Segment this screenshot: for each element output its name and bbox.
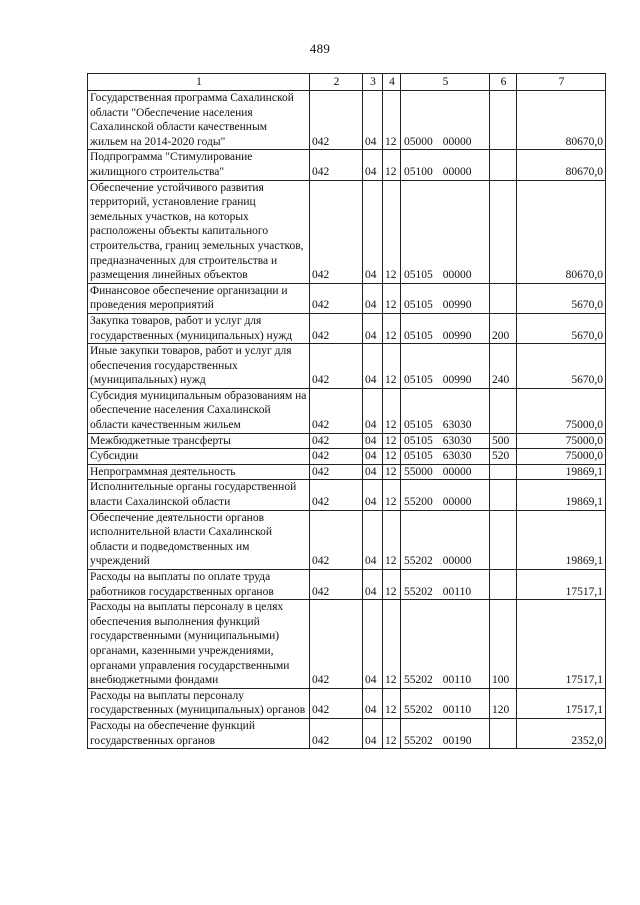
table-row	[88, 388, 606, 433]
row-csr-direction: 00110	[442, 585, 472, 598]
row-csr	[401, 480, 490, 510]
table-row	[88, 480, 606, 510]
row-sum: 19869,1	[517, 510, 606, 569]
row-name: Государственная программа Сахалинской области "Обеспечение населения Сахалинской области качественным жильем на 2014-2020 годы"	[88, 91, 310, 150]
row-ved: 042	[310, 718, 363, 748]
table-row	[88, 150, 606, 180]
row-name: Закупка товаров, работ и услуг для государственных (муниципальных) нужд	[88, 313, 310, 343]
row-ved: 042	[310, 433, 363, 449]
row-csr	[401, 313, 490, 343]
row-csr-direction: 00990	[442, 374, 472, 387]
row-csr	[401, 91, 490, 150]
row-csr-direction: 00000	[442, 135, 472, 148]
row-vr: 100	[490, 600, 517, 689]
row-vr	[490, 464, 517, 480]
row-ved: 042	[310, 480, 363, 510]
row-name: Обеспечение устойчивого развития территорий, установление границ земельных участков, на которых расположены объекты капитального строительства, границ земельных участков, предназначенных для строительства и размещения линейных объектов	[88, 180, 310, 283]
row-pr: 12	[383, 464, 401, 480]
row-sum: 75000,0	[517, 433, 606, 449]
row-csr-direction: 00110	[442, 704, 472, 717]
header-col-6: 6	[490, 74, 517, 91]
row-vr	[490, 180, 517, 283]
row-rz: 04	[363, 388, 383, 433]
table-row	[88, 688, 606, 718]
row-name: Расходы на выплаты персоналу государственных (муниципальных) органов	[88, 688, 310, 718]
header-col-1: 1	[88, 74, 310, 91]
row-pr: 12	[383, 570, 401, 600]
row-csr	[401, 570, 490, 600]
row-csr-program: 55200	[404, 496, 433, 509]
row-csr-direction: 00190	[442, 734, 472, 747]
row-sum: 75000,0	[517, 388, 606, 433]
row-csr	[401, 510, 490, 569]
row-rz: 04	[363, 433, 383, 449]
row-rz: 04	[363, 180, 383, 283]
row-pr: 12	[383, 718, 401, 748]
row-ved: 042	[310, 388, 363, 433]
row-pr: 12	[383, 688, 401, 718]
row-name: Субсидии	[88, 449, 310, 465]
header-col-2: 2	[310, 74, 363, 91]
table-row	[88, 510, 606, 569]
row-csr	[401, 600, 490, 689]
row-rz: 04	[363, 464, 383, 480]
row-rz: 04	[363, 344, 383, 389]
row-vr: 120	[490, 688, 517, 718]
row-vr	[490, 480, 517, 510]
row-pr: 12	[383, 180, 401, 283]
row-vr: 520	[490, 449, 517, 465]
row-sum: 80670,0	[517, 150, 606, 180]
row-ved: 042	[310, 600, 363, 689]
row-rz: 04	[363, 91, 383, 150]
row-pr: 12	[383, 433, 401, 449]
row-sum: 17517,1	[517, 600, 606, 689]
row-ved: 042	[310, 688, 363, 718]
row-csr-program: 05105	[404, 329, 433, 342]
row-vr: 500	[490, 433, 517, 449]
row-csr	[401, 464, 490, 480]
row-ved: 042	[310, 510, 363, 569]
table-row	[88, 283, 606, 313]
page-number: 489	[309, 41, 331, 56]
row-name: Расходы на обеспечение функций государственных органов	[88, 718, 310, 748]
row-pr: 12	[383, 283, 401, 313]
header-row	[88, 74, 606, 91]
row-sum: 80670,0	[517, 91, 606, 150]
row-pr: 12	[383, 150, 401, 180]
table-row	[88, 313, 606, 343]
row-sum: 17517,1	[517, 688, 606, 718]
row-csr-direction: 00110	[442, 674, 472, 687]
row-pr: 12	[383, 480, 401, 510]
table-row	[88, 570, 606, 600]
row-pr: 12	[383, 449, 401, 465]
row-ved: 042	[310, 464, 363, 480]
row-csr-program: 05105	[404, 419, 433, 432]
row-csr	[401, 449, 490, 465]
row-pr: 12	[383, 313, 401, 343]
table-row	[88, 433, 606, 449]
row-name: Межбюджетные трансферты	[88, 433, 310, 449]
row-rz: 04	[363, 449, 383, 465]
row-csr-program: 55202	[404, 585, 433, 598]
row-sum: 19869,1	[517, 480, 606, 510]
row-pr: 12	[383, 510, 401, 569]
row-csr-direction: 00000	[442, 165, 472, 178]
row-rz: 04	[363, 480, 383, 510]
row-csr-direction: 63030	[442, 434, 472, 447]
table-row	[88, 718, 606, 748]
row-csr-program: 05105	[404, 434, 433, 447]
row-vr	[490, 283, 517, 313]
row-name: Субсидия муниципальным образованиям на обеспечение населения Сахалинской области качественным жильем	[88, 388, 310, 433]
row-csr-program: 05105	[404, 450, 433, 463]
row-name: Расходы на выплаты по оплате труда работников государственных органов	[88, 570, 310, 600]
row-sum: 5670,0	[517, 313, 606, 343]
table-body	[88, 74, 606, 749]
row-rz: 04	[363, 600, 383, 689]
table-row	[88, 180, 606, 283]
row-csr-program: 55202	[404, 674, 433, 687]
row-csr	[401, 688, 490, 718]
row-pr: 12	[383, 344, 401, 389]
row-vr: 240	[490, 344, 517, 389]
header-col-5: 5	[401, 74, 490, 91]
row-name: Иные закупки товаров, работ и услуг для обеспечения государственных (муниципальных) нужд	[88, 344, 310, 389]
row-csr-program: 05105	[404, 299, 433, 312]
row-ved: 042	[310, 570, 363, 600]
row-sum: 19869,1	[517, 464, 606, 480]
row-csr	[401, 283, 490, 313]
row-csr	[401, 388, 490, 433]
row-name: Расходы на выплаты персоналу в целях обеспечения выполнения функций государственными (муниципальными) органами, казенными учреждениями, органами управления государственными внебюджетными фондами	[88, 600, 310, 689]
row-csr-direction: 63030	[442, 450, 472, 463]
row-name: Финансовое обеспечение организации и проведения мероприятий	[88, 283, 310, 313]
row-ved: 042	[310, 91, 363, 150]
row-csr-program: 55202	[404, 734, 433, 747]
table-row	[88, 464, 606, 480]
row-pr: 12	[383, 600, 401, 689]
row-pr: 12	[383, 91, 401, 150]
row-csr-direction: 00000	[442, 555, 472, 568]
row-rz: 04	[363, 510, 383, 569]
row-csr-program: 55202	[404, 555, 433, 568]
row-sum: 80670,0	[517, 180, 606, 283]
row-csr	[401, 150, 490, 180]
row-csr-program: 05105	[404, 269, 433, 282]
row-csr	[401, 344, 490, 389]
row-vr: 200	[490, 313, 517, 343]
row-vr	[490, 570, 517, 600]
row-name: Подпрограмма "Стимулирование жилищного строительства"	[88, 150, 310, 180]
row-pr: 12	[383, 388, 401, 433]
row-csr-program: 05105	[404, 374, 433, 387]
row-ved: 042	[310, 313, 363, 343]
row-csr-direction: 63030	[442, 419, 472, 432]
row-name: Непрограммная деятельность	[88, 464, 310, 480]
header-col-3: 3	[363, 74, 383, 91]
row-rz: 04	[363, 570, 383, 600]
row-name: Обеспечение деятельности органов исполнительной власти Сахалинской области и подведомственных им учреждений	[88, 510, 310, 569]
row-ved: 042	[310, 180, 363, 283]
row-csr-direction: 00990	[442, 299, 472, 312]
row-rz: 04	[363, 283, 383, 313]
row-ved: 042	[310, 283, 363, 313]
row-vr	[490, 150, 517, 180]
row-csr	[401, 718, 490, 748]
row-sum: 2352,0	[517, 718, 606, 748]
table-row	[88, 600, 606, 689]
row-name: Исполнительные органы государственной власти Сахалинской области	[88, 480, 310, 510]
row-csr	[401, 180, 490, 283]
row-csr-direction: 00990	[442, 329, 472, 342]
row-vr	[490, 91, 517, 150]
row-csr-program: 05100	[404, 165, 433, 178]
row-sum: 75000,0	[517, 449, 606, 465]
row-vr	[490, 718, 517, 748]
budget-table	[87, 73, 606, 749]
row-sum: 17517,1	[517, 570, 606, 600]
table-row	[88, 449, 606, 465]
row-ved: 042	[310, 150, 363, 180]
row-csr-program: 05000	[404, 135, 433, 148]
header-col-4: 4	[383, 74, 401, 91]
row-csr-program: 55000	[404, 465, 433, 478]
row-csr-direction: 00000	[442, 465, 472, 478]
row-csr	[401, 433, 490, 449]
row-rz: 04	[363, 313, 383, 343]
row-rz: 04	[363, 150, 383, 180]
row-csr-direction: 00000	[442, 269, 472, 282]
row-rz: 04	[363, 718, 383, 748]
row-ved: 042	[310, 344, 363, 389]
row-rz: 04	[363, 688, 383, 718]
table-row	[88, 344, 606, 389]
row-ved: 042	[310, 449, 363, 465]
row-vr	[490, 510, 517, 569]
row-csr-direction: 00000	[442, 496, 472, 509]
row-csr-program: 55202	[404, 704, 433, 717]
row-sum: 5670,0	[517, 344, 606, 389]
row-sum: 5670,0	[517, 283, 606, 313]
header-col-7: 7	[517, 74, 606, 91]
row-vr	[490, 388, 517, 433]
table-row	[88, 91, 606, 150]
